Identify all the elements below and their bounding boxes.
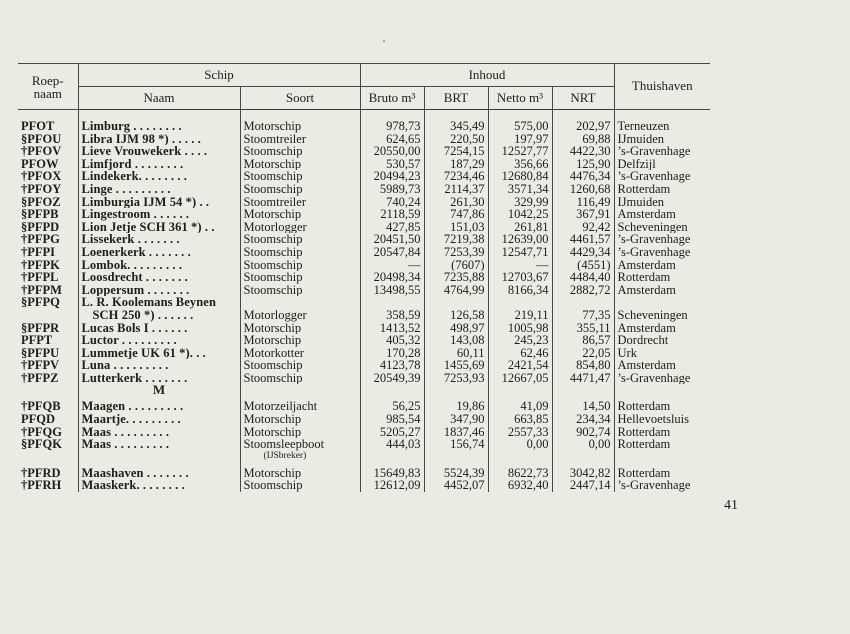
cell-roepnaam: §PFPR xyxy=(21,321,60,335)
cell-brt: 7254,15 xyxy=(424,145,488,158)
scan-speck xyxy=(383,40,385,42)
table-row xyxy=(18,309,710,322)
cell-roepnaam: §PFOZ xyxy=(21,195,61,209)
cell-nrt: 14,50 xyxy=(552,400,614,413)
table-row xyxy=(18,208,710,221)
cell-roepnaam: †PFOV xyxy=(21,145,62,158)
cell-netto: 62,46 xyxy=(488,347,552,360)
cell-soort: Motorzeiljacht xyxy=(240,400,360,413)
cell-naam: Maashaven . . . . . . . xyxy=(78,467,240,480)
cell-naam: Maaskerk. . . . . . . . xyxy=(78,479,240,492)
cell-thuishaven: Amsterdam xyxy=(614,359,710,372)
cell-nrt: 4471,47 xyxy=(552,372,614,385)
cell-brt: 151,03 xyxy=(424,221,488,234)
cell-netto: 12680,84 xyxy=(488,170,552,183)
cell-soort: Motorkotter xyxy=(240,347,360,360)
table-header xyxy=(18,64,710,110)
cell-netto: 356,66 xyxy=(488,158,552,171)
cell-roepnaam: †PFOY xyxy=(21,182,62,196)
row-pfpq xyxy=(18,296,710,321)
cell-roepnaam: §PFPQ xyxy=(21,296,60,309)
cell-naam: Loosdrecht . . . . . . . xyxy=(78,271,240,284)
cell-nrt: 22,05 xyxy=(552,347,614,360)
cell-netto: 219,11 xyxy=(488,309,552,322)
cell-naam: Lion Jetje SCH 361 *) . . xyxy=(78,221,240,234)
cell-soort: Motorschip xyxy=(240,467,360,480)
cell-netto: 3571,34 xyxy=(488,183,552,196)
cell-naam-continued: SCH 250 *) . . . . . . xyxy=(78,309,240,322)
cell-netto: 663,85 xyxy=(488,413,552,426)
cell-netto: 261,81 xyxy=(488,221,552,234)
table-row xyxy=(18,246,710,259)
header-schip: Schip xyxy=(78,64,360,87)
cell-thuishaven: Terneuzen xyxy=(614,120,710,133)
table-row xyxy=(18,400,710,413)
cell-soort-main: Stoomsleepboot xyxy=(243,438,325,452)
cell-roepnaam: §PFPB xyxy=(21,208,59,221)
cell-netto: 1005,98 xyxy=(488,322,552,335)
cell-thuishaven: Hellevoetsluis xyxy=(614,413,710,426)
rows-letter-m-continued xyxy=(18,467,710,492)
cell-bruto: 978,73 xyxy=(360,120,424,133)
cell-thuishaven: ’s-Gravenhage xyxy=(614,170,710,183)
cell-brt: 261,30 xyxy=(424,196,488,209)
cell-bruto: 12612,09 xyxy=(360,479,424,492)
cell-netto: 12639,00 xyxy=(488,233,552,246)
cell-nrt: 202,97 xyxy=(552,120,614,133)
cell-nrt: 2447,14 xyxy=(552,479,614,492)
cell-soort: Stoomschip xyxy=(240,145,360,158)
cell-brt: 187,29 xyxy=(424,158,488,171)
cell-naam: Lieve Vrouwekerk . . . . xyxy=(78,145,240,158)
cell-soort: Motorschip xyxy=(240,158,360,171)
rows-letter-l-continued xyxy=(18,322,710,385)
cell-nrt: 116,49 xyxy=(552,196,614,209)
cell-nrt: 854,80 xyxy=(552,359,614,372)
cell-brt: (7607) xyxy=(424,259,488,272)
cell-netto: 197,97 xyxy=(488,133,552,146)
cell-thuishaven: ’s-Gravenhage xyxy=(614,246,710,259)
cell-brt: 60,11 xyxy=(424,347,488,360)
cell-soort: Motorlogger xyxy=(240,309,360,322)
cell-roepnaam: §PFQK xyxy=(21,438,62,452)
cell-brt: 143,08 xyxy=(424,334,488,347)
cell-netto: 41,09 xyxy=(488,400,552,413)
cell-thuishaven: Rotterdam xyxy=(614,467,710,480)
cell-thuishaven: Rotterdam xyxy=(614,438,710,461)
cell-nrt: 69,88 xyxy=(552,133,614,146)
table-row xyxy=(18,334,710,347)
cell-nrt: 1260,68 xyxy=(552,183,614,196)
ship-register-table xyxy=(18,63,710,492)
cell-naam: Lutterkerk . . . . . . . xyxy=(78,372,240,385)
cell-nrt: 902,74 xyxy=(552,426,614,439)
cell-brt: 2114,37 xyxy=(424,183,488,196)
section-heading-m: M xyxy=(78,384,240,400)
cell-brt: 7235,88 xyxy=(424,271,488,284)
cell-nrt: 367,91 xyxy=(552,208,614,221)
cell-thuishaven: ’s-Gravenhage xyxy=(614,372,710,385)
header-thuishaven: Thuishaven xyxy=(614,64,710,110)
table-row xyxy=(18,413,710,426)
cell-bruto: 20451,50 xyxy=(360,233,424,246)
cell-thuishaven: Scheveningen xyxy=(614,221,710,234)
table-row xyxy=(18,196,710,209)
table-row xyxy=(18,372,710,385)
cell-roepnaam: †PFPM xyxy=(21,283,62,297)
cell-bruto: 530,57 xyxy=(360,158,424,171)
cell-brt: 1837,46 xyxy=(424,426,488,439)
cell-soort: Stoomschip xyxy=(240,170,360,183)
header-brt: BRT xyxy=(424,87,488,110)
cell-thuishaven: IJmuiden xyxy=(614,133,710,146)
cell-roepnaam: †PFPL xyxy=(21,271,59,284)
cell-bruto: 5989,73 xyxy=(360,183,424,196)
cell-naam: Linge . . . . . . . . . xyxy=(78,183,240,196)
cell-bruto: 20547,84 xyxy=(360,246,424,259)
cell-thuishaven: ’s-Gravenhage xyxy=(614,479,710,492)
cell-bruto: 13498,55 xyxy=(360,284,424,297)
cell-bruto: 358,59 xyxy=(360,309,424,322)
cell-naam: Maagen . . . . . . . . . xyxy=(78,400,240,413)
cell-nrt: 355,11 xyxy=(552,322,614,335)
table-row xyxy=(18,359,710,372)
cell-thuishaven: Amsterdam xyxy=(614,284,710,297)
header-soort: Soort xyxy=(240,87,360,110)
table-row xyxy=(18,426,710,439)
cell-nrt: 4429,34 xyxy=(552,246,614,259)
cell-thuishaven: Amsterdam xyxy=(614,322,710,335)
cell-soort: Motorschip xyxy=(240,322,360,335)
cell-naam: Lombok. . . . . . . . . xyxy=(78,259,240,272)
cell-nrt: 125,90 xyxy=(552,158,614,171)
page-number: 41 xyxy=(724,498,738,513)
cell-naam: Luctor . . . . . . . . . xyxy=(78,334,240,347)
cell-naam: Limfjord . . . . . . . . xyxy=(78,158,240,171)
cell-naam: Lingestroom . . . . . . xyxy=(78,208,240,221)
table-row xyxy=(18,284,710,297)
cell-roepnaam: †PFPZ xyxy=(21,371,59,385)
cell-soort xyxy=(240,438,360,461)
cell-bruto: 4123,78 xyxy=(360,359,424,372)
cell-brt: 1455,69 xyxy=(424,359,488,372)
cell-netto: 8166,34 xyxy=(488,284,552,297)
table-row xyxy=(18,259,710,272)
cell-roepnaam: †PFPK xyxy=(21,258,60,272)
cell-nrt: 4461,57 xyxy=(552,233,614,246)
cell-brt: 347,90 xyxy=(424,413,488,426)
cell-brt: 19,86 xyxy=(424,400,488,413)
table-row xyxy=(18,233,710,246)
table-row xyxy=(18,133,710,146)
cell-soort: Motorschip xyxy=(240,208,360,221)
cell-soort: Stoomschip xyxy=(240,183,360,196)
cell-naam: Maartje. . . . . . . . . xyxy=(78,413,240,426)
cell-thuishaven: Amsterdam xyxy=(614,208,710,221)
table-row xyxy=(18,479,710,492)
cell-nrt: 86,57 xyxy=(552,334,614,347)
cell-thuishaven: IJmuiden xyxy=(614,196,710,209)
table-row xyxy=(18,145,710,158)
table-row xyxy=(18,467,710,480)
cell-brt: 156,74 xyxy=(424,438,488,461)
cell-thuishaven: Rotterdam xyxy=(614,426,710,439)
cell-brt: 498,97 xyxy=(424,322,488,335)
cell-soort: Motorschip xyxy=(240,120,360,133)
cell-roepnaam: †PFPI xyxy=(21,245,56,259)
cell-soort: Stoomtreiler xyxy=(240,133,360,146)
table-row xyxy=(18,271,710,284)
cell-nrt: 2882,72 xyxy=(552,284,614,297)
cell-netto: 12527,77 xyxy=(488,145,552,158)
cell-thuishaven: Amsterdam xyxy=(614,259,710,272)
cell-nrt: 3042,82 xyxy=(552,467,614,480)
cell-nrt: 77,35 xyxy=(552,309,614,322)
cell-netto: 12667,05 xyxy=(488,372,552,385)
cell-nrt: 4484,40 xyxy=(552,271,614,284)
cell-brt: 4452,07 xyxy=(424,479,488,492)
table-row xyxy=(18,221,710,234)
cell-bruto: 624,65 xyxy=(360,133,424,146)
cell-soort: Motorschip xyxy=(240,334,360,347)
cell-roepnaam: §PFPD xyxy=(21,220,60,234)
cell-thuishaven: Scheveningen xyxy=(614,309,710,322)
cell-nrt: 4476,34 xyxy=(552,170,614,183)
cell-netto: 1042,25 xyxy=(488,208,552,221)
cell-roepnaam: PFQD xyxy=(21,413,56,426)
cell-brt: 126,58 xyxy=(424,309,488,322)
cell-naam: Loenerkerk . . . . . . . xyxy=(78,246,240,259)
cell-roepnaam: †PFRH xyxy=(21,479,62,493)
rows-letter-l xyxy=(18,120,710,296)
cell-soort: Stoomschip xyxy=(240,246,360,259)
cell-netto: 8622,73 xyxy=(488,467,552,480)
header-roepnaam: Roep- naam xyxy=(18,64,78,110)
cell-bruto: — xyxy=(360,259,424,272)
table-row xyxy=(18,322,710,335)
cell-bruto: 405,32 xyxy=(360,334,424,347)
cell-nrt: 92,42 xyxy=(552,221,614,234)
cell-naam: Libra IJM 98 *) . . . . . xyxy=(78,133,240,146)
cell-thuishaven: Delfzijl xyxy=(614,158,710,171)
cell-naam: Maas . . . . . . . . . xyxy=(78,438,240,461)
cell-soort: Stoomschip xyxy=(240,372,360,385)
cell-brt: 747,86 xyxy=(424,208,488,221)
cell-netto: 329,99 xyxy=(488,196,552,209)
cell-naam: Lucas Bols I . . . . . . xyxy=(78,322,240,335)
cell-bruto: 20494,23 xyxy=(360,170,424,183)
table-row xyxy=(18,158,710,171)
cell-thuishaven: Dordrecht xyxy=(614,334,710,347)
cell-brt: 220,50 xyxy=(424,133,488,146)
cell-soort: Motorlogger xyxy=(240,221,360,234)
cell-bruto: 20549,39 xyxy=(360,372,424,385)
cell-soort-sub: (IJSbreker) xyxy=(263,450,307,461)
cell-soort: Stoomschip xyxy=(240,359,360,372)
cell-nrt: (4551) xyxy=(552,259,614,272)
cell-bruto: 20498,34 xyxy=(360,271,424,284)
rows-letter-m xyxy=(18,400,710,438)
cell-naam: Lummetje UK 61 *). . . xyxy=(78,347,240,360)
cell-bruto: 20550,00 xyxy=(360,145,424,158)
cell-bruto: 170,28 xyxy=(360,347,424,360)
cell-brt: 4764,99 xyxy=(424,284,488,297)
cell-brt: 345,49 xyxy=(424,120,488,133)
cell-soort: Stoomschip xyxy=(240,271,360,284)
cell-bruto: 427,85 xyxy=(360,221,424,234)
table-row xyxy=(18,296,710,309)
cell-netto: — xyxy=(488,259,552,272)
cell-bruto: 15649,83 xyxy=(360,467,424,480)
cell-netto: 0,00 xyxy=(488,438,552,461)
table-body xyxy=(18,110,710,121)
cell-nrt: 234,34 xyxy=(552,413,614,426)
cell-netto: 245,23 xyxy=(488,334,552,347)
table-row xyxy=(18,183,710,196)
table-row xyxy=(18,120,710,133)
cell-nrt: 4422,30 xyxy=(552,145,614,158)
cell-netto: 2557,33 xyxy=(488,426,552,439)
cell-naam: Limburgia IJM 54 *) . . xyxy=(78,196,240,209)
cell-roepnaam: †PFOX xyxy=(21,170,62,183)
cell-bruto: 740,24 xyxy=(360,196,424,209)
cell-roepnaam: †PFRD xyxy=(21,466,61,480)
cell-thuishaven: ’s-Gravenhage xyxy=(614,233,710,246)
cell-roepnaam: †PFPV xyxy=(21,359,60,372)
cell-soort: Motorschip xyxy=(240,413,360,426)
cell-roepnaam: PFPT xyxy=(21,334,53,347)
cell-brt: 7219,38 xyxy=(424,233,488,246)
cell-soort: Motorschip xyxy=(240,426,360,439)
table-row xyxy=(18,438,710,461)
cell-soort: Stoomschip xyxy=(240,233,360,246)
row-pfqk xyxy=(18,438,710,467)
cell-thuishaven: Rotterdam xyxy=(614,271,710,284)
cell-brt: 7234,46 xyxy=(424,170,488,183)
cell-thuishaven: ’s-Gravenhage xyxy=(614,145,710,158)
header-bruto: Bruto m³ xyxy=(360,87,424,110)
cell-naam: Maas . . . . . . . . . xyxy=(78,426,240,439)
cell-bruto: 444,03 xyxy=(360,438,424,461)
cell-bruto: 985,54 xyxy=(360,413,424,426)
cell-thuishaven: Rotterdam xyxy=(614,400,710,413)
cell-naam: Limburg . . . . . . . . xyxy=(78,120,240,133)
cell-roepnaam: †PFQB xyxy=(21,400,61,414)
header-naam: Naam xyxy=(78,87,240,110)
cell-roepnaam: §PFPU xyxy=(21,346,60,360)
cell-brt: 7253,39 xyxy=(424,246,488,259)
header-nrt: NRT xyxy=(552,87,614,110)
cell-bruto: 2118,59 xyxy=(360,208,424,221)
cell-soort: Stoomschip xyxy=(240,259,360,272)
cell-brt: 5524,39 xyxy=(424,467,488,480)
table-row xyxy=(18,347,710,360)
cell-brt: 7253,93 xyxy=(424,372,488,385)
cell-netto: 12703,67 xyxy=(488,271,552,284)
header-inhoud: Inhoud xyxy=(360,64,614,87)
cell-soort: Stoomschip xyxy=(240,479,360,492)
section-m xyxy=(18,384,710,400)
cell-thuishaven: Rotterdam xyxy=(614,183,710,196)
cell-naam: Loppersum . . . . . . . xyxy=(78,284,240,297)
cell-netto: 12547,71 xyxy=(488,246,552,259)
cell-bruto: 56,25 xyxy=(360,400,424,413)
cell-naam: L. R. Koolemans Beynen xyxy=(78,296,240,309)
cell-netto: 2421,54 xyxy=(488,359,552,372)
table-row xyxy=(18,170,710,183)
cell-naam: Luna . . . . . . . . . xyxy=(78,359,240,372)
header-netto: Netto m³ xyxy=(488,87,552,110)
cell-soort: Stoomtreiler xyxy=(240,196,360,209)
cell-roepnaam: PFOW xyxy=(21,157,59,171)
cell-thuishaven: Urk xyxy=(614,347,710,360)
cell-nrt: 0,00 xyxy=(552,438,614,461)
cell-soort: Stoomschip xyxy=(240,284,360,297)
cell-naam: Lindekerk. . . . . . . . xyxy=(78,170,240,183)
cell-roepnaam: †PFPG xyxy=(21,233,60,246)
cell-netto: 575,00 xyxy=(488,120,552,133)
cell-bruto: 1413,52 xyxy=(360,322,424,335)
cell-naam: Lissekerk . . . . . . . xyxy=(78,233,240,246)
cell-bruto: 5205,27 xyxy=(360,426,424,439)
cell-netto: 6932,40 xyxy=(488,479,552,492)
cell-roepnaam: §PFOU xyxy=(21,132,62,146)
cell-roepnaam: †PFQG xyxy=(21,425,62,439)
cell-roepnaam: PFOT xyxy=(21,120,55,133)
